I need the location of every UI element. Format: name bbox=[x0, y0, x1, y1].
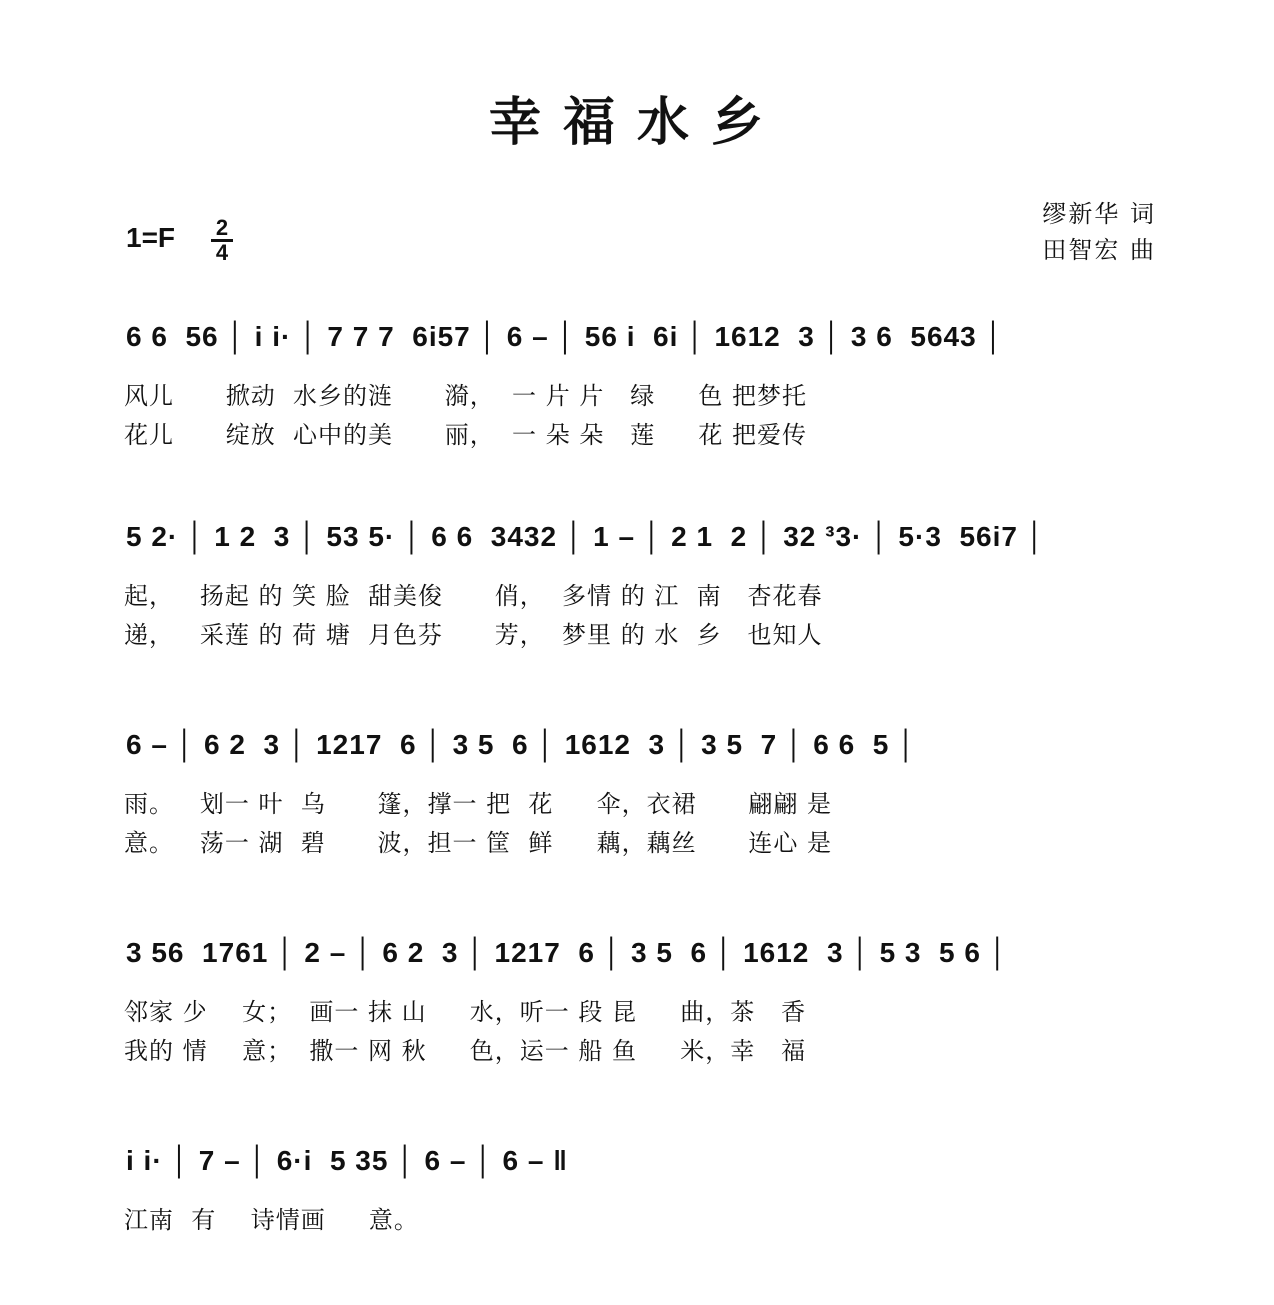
lyric-verse-1: 邻家 少 女； 画一 抹 山 水，听一 段 昆 曲，茶 香 bbox=[124, 998, 807, 1026]
lyric-verse-1: 风儿 掀动 水乡的涟 漪， 一 片 片 绿 色 把梦托 bbox=[124, 382, 807, 410]
composer-credit: 田智宏 曲 bbox=[1042, 236, 1156, 264]
lyric-verse-2: 递， 采莲 的 荷 塘 月色芬 芳， 梦里 的 水 乡 也知人 bbox=[124, 621, 823, 649]
lyric-verse-2: 意。 荡一 湖 碧 波，担一 筐 鲜 藕，藕丝 连心 是 bbox=[124, 829, 832, 857]
lyric-verse-1: 江南 有 诗情画 意。 bbox=[124, 1206, 419, 1234]
lyric-verse-1: 雨。 划一 叶 乌 篷，撑一 把 花 伞，衣裙 翩翩 是 bbox=[124, 790, 832, 818]
notation-line: i i· │ 7 – │ 6·i 5 35 │ 6 – │ 6 – ‖ bbox=[126, 1145, 569, 1176]
time-signature-bottom: 4 bbox=[215, 240, 229, 265]
time-signature bbox=[208, 215, 236, 265]
key-signature: 1=F bbox=[126, 222, 176, 253]
time-signature-top: 2 bbox=[215, 215, 229, 240]
lyric-verse-2: 花儿 绽放 心中的美 丽， 一 朵 朵 莲 花 把爱传 bbox=[124, 421, 807, 449]
notation-line: 3 56 1761 │ 2 – │ 6 2 3 │ 1217 6 │ 3 5 6 │ 1612 3 │ 5 3 5 6 │ bbox=[126, 937, 1009, 968]
song-title: 幸福水乡 bbox=[488, 93, 785, 153]
notation-line: 6 – │ 6 2 3 │ 1217 6 │ 3 5 6 │ 1612 3 │ 3 5 7 │ 6 6 5 │ bbox=[126, 729, 917, 760]
lyric-verse-1: 起， 扬起 的 笑 脸 甜美俊 俏， 多情 的 江 南 杏花春 bbox=[124, 582, 823, 610]
notation-line: 5 2· │ 1 2 3 │ 53 5· │ 6 6 3432 │ 1 – │ 2 1 2 │ 32 ³3· │ 5·3 56i7 │ bbox=[126, 521, 1046, 552]
lyric-verse-2: 我的 情 意； 撒一 网 秋 色，运一 船 鱼 米，幸 福 bbox=[124, 1037, 807, 1065]
page-bottom-crop bbox=[0, 1245, 1274, 1305]
lyricist-credit: 缪新华 词 bbox=[1042, 200, 1156, 228]
notation-line: 6 6 56 │ i i· │ 7 7 7 6i57 │ 6 – │ 56 i 6i │ 1612 3 │ 3 6 5643 │ bbox=[126, 321, 1004, 352]
